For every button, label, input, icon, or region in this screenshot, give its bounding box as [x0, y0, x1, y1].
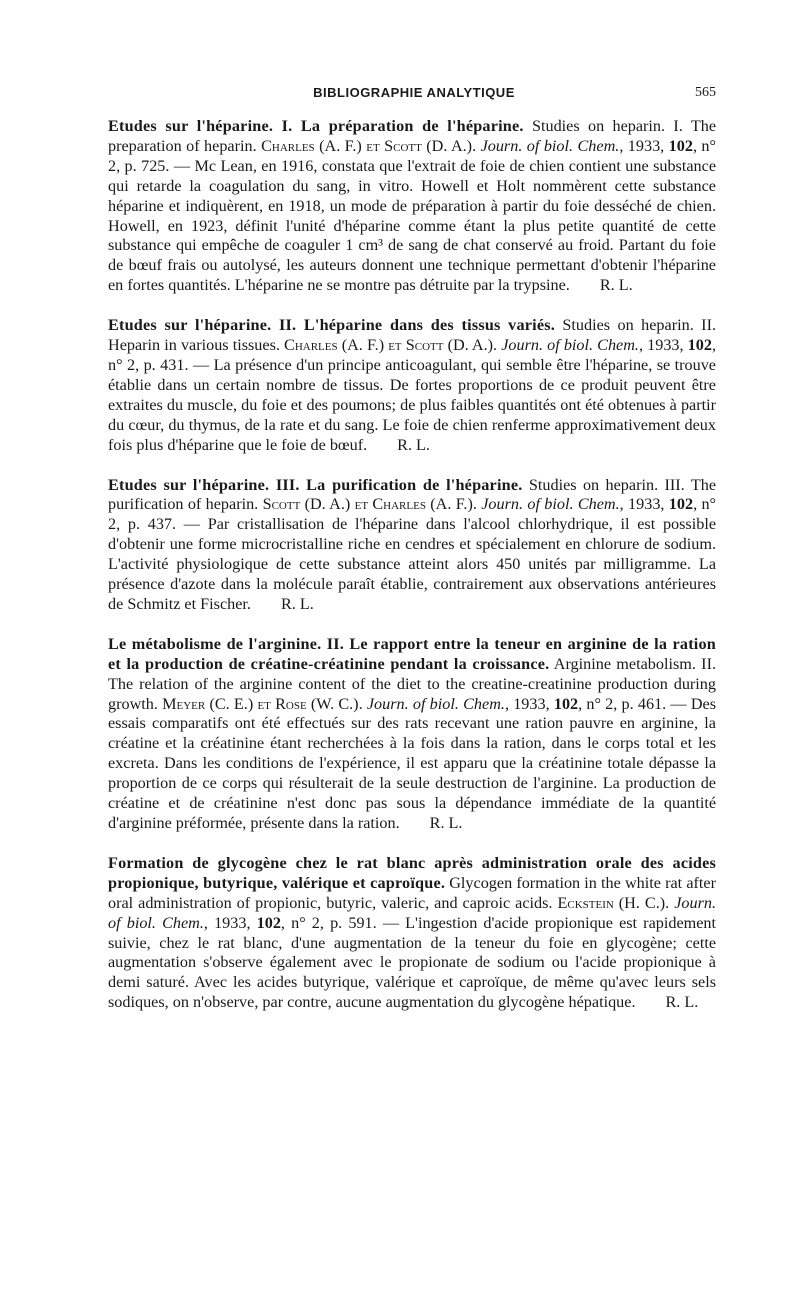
bibliography-entry: [108, 635, 716, 834]
entry-signature: R. L.: [429, 814, 463, 832]
bibliography-entry: [108, 854, 716, 1013]
entry-title: Etudes sur l'héparine. III. La purification de l'héparine.: [108, 475, 523, 494]
page-header: [112, 85, 716, 107]
entry-signature: R. L.: [280, 594, 314, 613]
entry-body: — L'ingestion d'acide propionique est rapidement suivie, chez le rat blanc, d'une augmentation de la teneur du foie en glycogène; cette augmentation s'observe également avec le propionate de sodium ou l'acide propionique à demi saturé. Avec les acides butyrique, valérique et caproïque, de même qu'avec leurs sels sodiques, on n'observe, par contre, aucune augmentation du glycogène hépatique.: [108, 913, 716, 1012]
entry-journal: Journ. of biol. Chem.: [501, 336, 639, 355]
page-number: 565: [695, 85, 716, 100]
entry-signature: R. L.: [397, 435, 430, 454]
entry-issue: , n° 2, p. 591.: [280, 913, 377, 932]
entry-english-title: Arginine metabolism. II. The relation of the arginine content of the diet to the creatine-creatinine production during growth.: [108, 654, 717, 713]
bibliography-entry: [108, 117, 716, 296]
entry-title: Le métabolisme de l'arginine. II. Le rapport entre la teneur en arginine de la ration et la production de créatine-créatinine pendant la croissance.: [108, 634, 716, 673]
entry-year: , 1933,: [504, 694, 554, 713]
entry-year: , 1933,: [203, 913, 257, 932]
entry-issue: , n° 2, p. 725.: [108, 136, 717, 175]
running-title: BIBLIOGRAPHIE ANALYTIQUE: [313, 85, 515, 100]
entry-body: — Mc Lean, en 1916, constata que l'extrait de foie de chien contient une substance qui retarde la coagulation du sang, in vitro. Howell et Holt nommèrent cette substance héparine et indiquèrent, en 1918, un mode de préparation à partir du foie desséché de chien. Howell, en 1923, définit l'unité d'héparine comme étant la plus petite quantité de cette substance qui empêche de coaguler 1 cm³ de sang de chat conservé au froid. Partant du foie de bœuf frais ou autolysé, les auteurs donnent une technique permettant d'obtenir l'héparine en fortes quantités. L'héparine ne se montre pas détruite par la trypsine.: [108, 156, 716, 295]
entry-authors: Charles (A. F.) et Scott (D. A.).: [261, 136, 477, 155]
entry-volume: 102: [687, 336, 712, 355]
entry-volume: 102: [668, 495, 694, 514]
entry-journal: Journ. of biol. Chem.: [480, 136, 620, 155]
entry-journal: Journ. of biol. Chem.: [108, 893, 717, 932]
entry-journal: Journ. of biol. Chem.: [481, 495, 620, 514]
entry-title: Etudes sur l'héparine. II. L'héparine dans des tissus variés.: [108, 316, 555, 335]
entry-title: Etudes sur l'héparine. I. La préparation de l'héparine.: [108, 117, 524, 135]
entry-body: — La présence d'un principe anticoagulant, qui semble être l'héparine, se trouve établie dans un certain nombre de tissus. De fortes proportions de ce produit peuvent être extraites du muscle, du foie et des poumons; de plus faibles quantités ont été obtenues à partir du cœur, du thymus, de la rate et du sang. Le foie de chien renferme approximativement deux fois plus d'héparine que le foie de bœuf.: [108, 355, 716, 454]
entry-volume: 102: [553, 694, 579, 713]
entry-issue: , n° 2, p. 437.: [108, 495, 717, 534]
entry-year: , 1933,: [638, 336, 688, 355]
entry-issue: , n° 2, p. 431.: [108, 336, 716, 374]
entry-signature: R. L.: [599, 276, 633, 295]
page-content: [108, 117, 716, 1033]
bibliography-entry: [108, 476, 716, 615]
entry-english-title: Studies on heparin. I. The preparation of heparin.: [108, 117, 717, 155]
entry-authors: Meyer (C. E.) et Rose (W. C.).: [162, 694, 363, 713]
entry-authors: Scott (D. A.) et Charles (A. F.).: [262, 495, 477, 514]
entry-authors: Charles (A. F.) et Scott (D. A.).: [284, 336, 498, 355]
entry-signature: R. L.: [665, 993, 699, 1012]
entry-title: Formation de glycogène chez le rat blanc après administration orale des acides propionique, butyrique, valérique et caproïque.: [108, 853, 716, 892]
entry-journal: Journ. of biol. Chem.: [366, 694, 505, 713]
entry-volume: 102: [256, 913, 281, 932]
entry-english-title: Studies on heparin. III. The purification of heparin.: [108, 475, 716, 514]
entry-authors: Eckstein (H. C.).: [557, 893, 670, 912]
entry-volume: 102: [668, 136, 693, 155]
entry-year: , 1933,: [619, 136, 669, 155]
entry-issue: , n° 2, p. 461.: [578, 694, 667, 713]
entry-body: — Par cristallisation de l'héparine dans l'alcool chlorhydrique, il est possible d'obtenir une forme microcristalline riche en cendres et spécialement en chlorure de sodium. L'activité physiologique de cette substance atteint alors 450 unités par milligramme. La présence d'azote dans la molécule paraît établie, contrairement aux observations antérieures de Schmitz et Fischer.: [108, 515, 717, 613]
entry-year: , 1933,: [619, 495, 669, 514]
entry-english-title: Studies on heparin. II. Heparin in various tissues.: [108, 316, 717, 355]
entry-body: — Des essais comparatifs ont été effectués sur des rats recevant une ration pauvre en arginine, la créatine et la créatinine étant recherchées à la fois dans la ration, dans le corps total et les excreta. Dans les conditions de l'expérience, il est apparu que la créatinine totale dépasse la proportion de ce corps qui résulterait de la seule destruction de l'arginine. La production de créatine et de créatinine n'est donc pas sous la dépendance immédiate de la quantité d'arginine préformée, présente dans la ration.: [108, 694, 717, 832]
bibliography-entry: [108, 316, 716, 455]
entry-english-title: Glycogen formation in the white rat after oral administration of propionic, butyric, valeric, and caproic acids.: [108, 873, 716, 912]
